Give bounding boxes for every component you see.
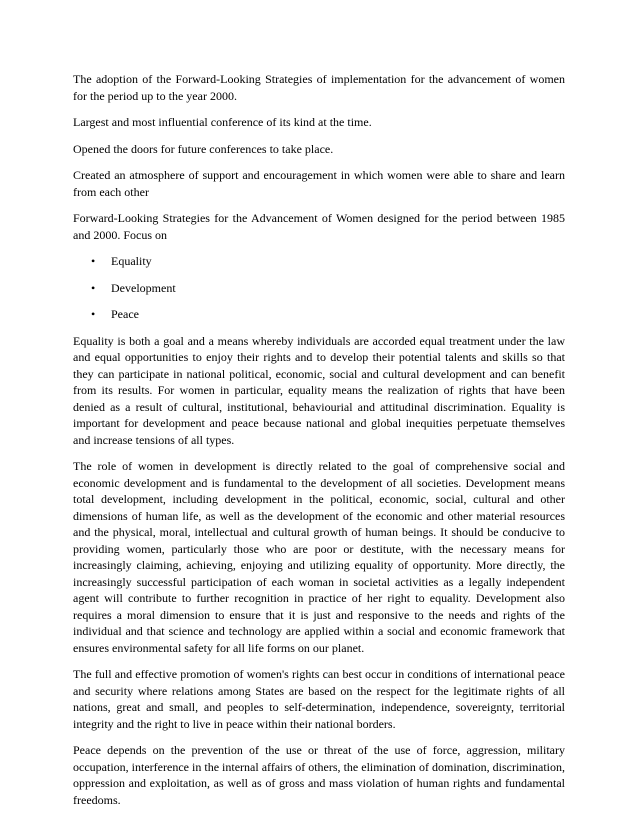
bullet-icon: • bbox=[91, 307, 96, 321]
paragraph-atmosphere: Created an atmosphere of support and encouragement in which women were able to share and learn from each other bbox=[73, 168, 565, 199]
focus-list bbox=[73, 253, 565, 323]
paragraph-adoption: The adoption of the Forward-Looking Strategies of implementation for the advancement of women for the period up to the year 2000. bbox=[73, 72, 565, 103]
paragraph-opened-doors: Opened the doors for future conferences to take place. bbox=[73, 141, 334, 156]
focus-item-label: Peace bbox=[111, 307, 139, 321]
paragraph-forward-looking: Forward-Looking Strategies for the Advancement of Women designed for the period between 1985 and 2000. Focus on bbox=[73, 211, 565, 242]
paragraph-peace: Peace depends on the prevention of the use or threat of the use of force, aggression, military occupation, interference in the internal affairs of others, the elimination of domination, discrimination, oppression and exploitation, as well as of gross and mass violation of human rights and fundamental freedoms. bbox=[73, 743, 565, 807]
document-page bbox=[73, 71, 565, 818]
focus-item-label: Development bbox=[111, 280, 176, 295]
focus-item-label: Equality bbox=[111, 254, 152, 268]
paragraph-development: The role of women in development is directly related to the goal of comprehensive social and economic development and is fundamental to the development of all societies. Development means total development, including development in the political, economic, social, cultural and other dimensions of human life, as well as the development of the economic and other material resources and the physical, moral, intellectual and cultural growth of human beings. It should be conducive to providing women, particularly those who are poor or destitute, with the necessary means for increasingly claiming, achieving, enjoying and utilizing equality of opportunity. More directly, the increasingly successful participation of each woman in societal activities as a legally independent agent will contribute to further recognition in practice of her right to equality. Development also requires a moral dimension to ensure that it is just and responsive to the needs and rights of the individual and that science and technology are applied within a social and economic framework that ensures environmental safety for all life forms on our planet. bbox=[73, 459, 565, 655]
bullet-icon: • bbox=[91, 280, 96, 295]
paragraph-womens-rights: The full and effective promotion of women's rights can best occur in conditions of international peace and security where relations among States are based on the respect for the legitimate rights of all nations, great and small, and peoples to self-determination, independence, sovereignty, territorial integrity and the right to live in peace within their national borders. bbox=[73, 667, 565, 731]
bullet-icon: • bbox=[91, 254, 96, 268]
paragraph-largest-conference: Largest and most influential conference of its kind at the time. bbox=[73, 115, 372, 129]
focus-item-peace bbox=[73, 306, 565, 323]
paragraph-equality: Equality is both a goal and a means whereby individuals are accorded equal treatment under the law and equal opportunities to enjoy their rights and to develop their potential talents and skills so that they can participate in national political, economic, social and cultural development and can benefit from its results. For women in particular, equality means the realization of rights that have been denied as a result of cultural, institutional, behaviourial and attitudinal discrimination. Equality is important for development and peace because national and global inequities perpetuate themselves and increase tensions of all types. bbox=[73, 333, 565, 447]
focus-item-development bbox=[73, 280, 565, 297]
focus-item-equality bbox=[73, 253, 565, 270]
